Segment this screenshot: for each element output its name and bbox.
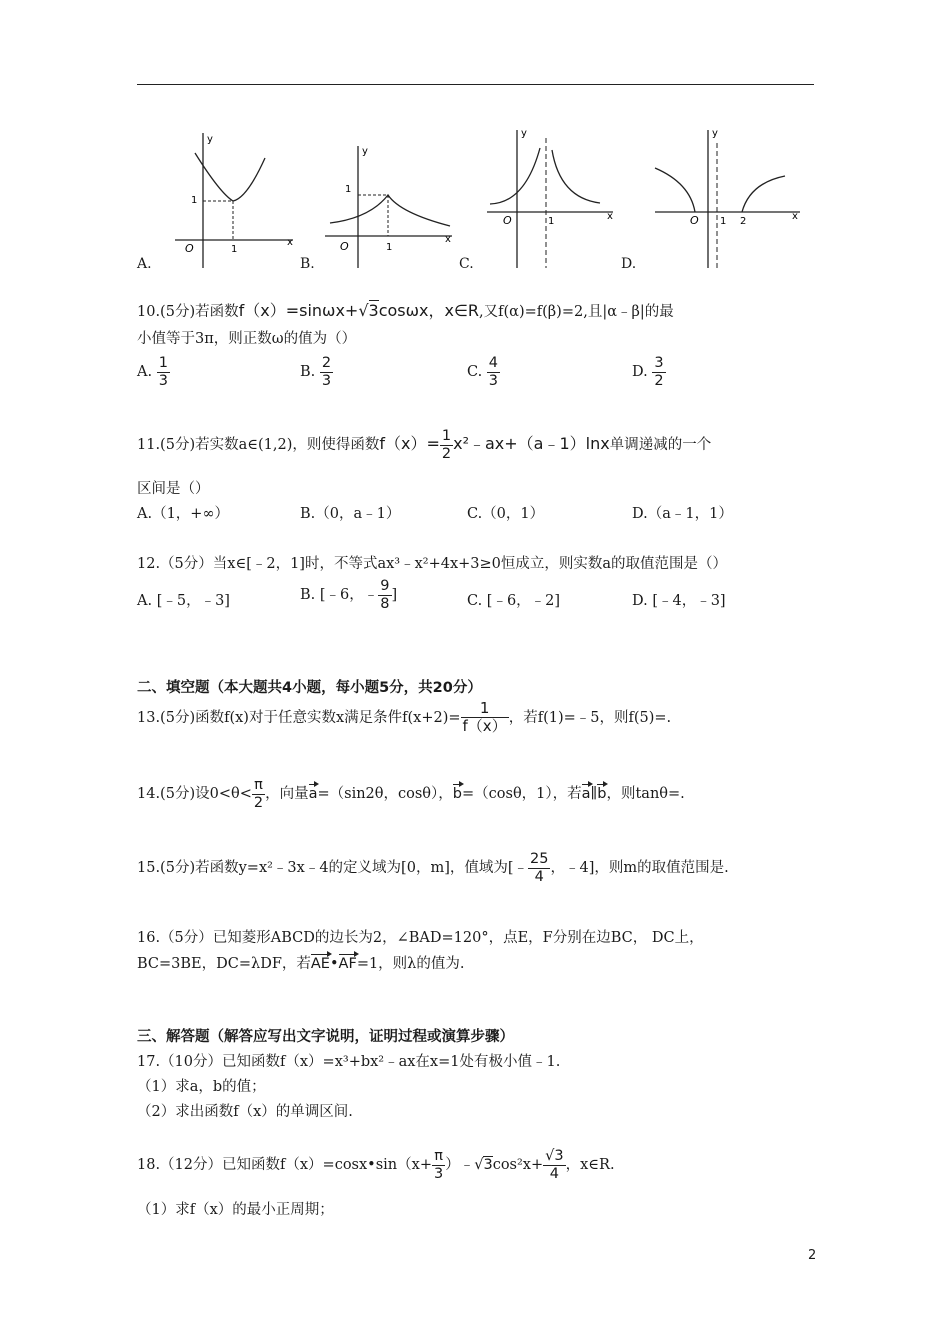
graph-label-b: B. [300,256,315,272]
q18-pre: 18.（12分）已知函数f（x）=cosx•sin（x+ [137,1157,432,1174]
q10-option-b[interactable] [300,355,333,389]
q15-frac [528,851,550,885]
graph-c-origin: O [503,214,512,227]
graph-a-one-x: 1 [231,244,238,255]
q18-line2: （1）求f（x）的最小正周期； [137,1202,334,1218]
q12-option-a[interactable]: A. [﹣5，﹣3] [137,593,230,609]
q12-option-d[interactable]: D. [﹣4，﹣3] [632,593,726,609]
q18-pi-frac [432,1148,445,1182]
graph-d-two-x: 2 [740,216,747,227]
q11-half [440,428,453,462]
q10-option-d[interactable] [632,355,666,389]
q14-vec-b-2: b [597,786,607,803]
graph-d-one-x: 1 [720,216,727,227]
q11-option-c[interactable]: C.（0，1） [467,506,545,522]
q11-prefix: 11.(5分)若实数a∈(1,2)，则使得函数 [137,437,380,454]
q14-pre: 14.(5分)设0<θ< [137,786,252,803]
graph-c-x-label: x [607,211,613,222]
q15-num: 25 [530,851,549,867]
graph-label-c: C. [459,256,474,272]
q12-option-b-pre: B. [﹣6，﹣ [300,587,379,604]
q11-option-b[interactable]: B.（0，a﹣1） [300,506,401,522]
graph-d-x-label: x [792,211,798,222]
q13-pre: 13.(5分)函数f(x)对于任意实数x满足条件f(x+2)= [137,709,461,726]
q10-sqrt: √3 [358,301,379,320]
q14-vec-b: b [452,786,462,803]
q15-pre: 15.(5分)若函数y=x²﹣3x﹣4的定义域为[0，m]，值域为[﹣ [137,860,529,877]
q12-stem: 12.（5分）当x∈[﹣2，1]时，不等式ax³﹣x²+4x+3≥0恒成立，则实数a的取值范围是（） [137,556,728,572]
q18-sqrt-frac [543,1148,565,1182]
q10-option-a-num: 1 [158,355,168,371]
q18-mid2: cos²x+ [492,1157,544,1174]
graph-label-a: A. [137,256,152,272]
page-number: 2 [808,1248,817,1263]
q17-line2: （1）求a，b的值； [137,1079,266,1095]
q15-den: 4 [534,868,544,885]
q10-func: f（x）=sinωx+ [238,301,359,320]
q16-dot: • [329,956,339,972]
graph-a-one-y: 1 [191,195,198,206]
q10-option-b-den: 3 [321,372,332,389]
q11-half-den: 2 [441,445,452,462]
q18-line1 [137,1148,615,1182]
q10-option-b-num: 2 [321,355,332,371]
q17-line1: 17.（10分）已知函数f（x）=x³+bx²﹣ax在x=1处有极小值﹣1. [137,1054,561,1070]
q10-option-a-frac [157,355,170,389]
q18-sqrt3: 3 [483,1157,493,1174]
q10-prefix: 10.(5分)若函数 [137,304,239,320]
q17-line3: （2）求出函数f（x）的单调区间. [137,1104,353,1120]
q16-line1: 16.（5分）已知菱形ABCD的边长为2，∠BAD=120°，点E，F分别在边BC， DC上， [137,930,704,946]
graph-option-d [650,128,810,270]
q14-mid1: ，向量 [265,786,309,803]
q10-option-b-label: B. [300,364,316,381]
q18-post: ，x∈R. [565,1157,615,1174]
q10-option-a-den: 3 [158,372,168,389]
section-3-heading: 三、解答题（解答应写出文字说明，证明过程或演算步骤） [137,1029,514,1045]
q18-mid: ）﹣ [445,1157,475,1174]
q15 [137,851,729,885]
graph-option-b [320,128,455,270]
q10-line2: 小值等于3π，则正数ω的值为（） [137,331,357,347]
q11-rest: 单调递减的一个 [609,437,712,454]
graph-label-d: D. [621,256,637,272]
q14-parallel: ∥ [590,786,598,803]
q11-option-a[interactable]: A.（1，+∞） [137,506,230,522]
q10-sqrt3: 3 [368,301,379,320]
q18-frac-den: 4 [549,1165,559,1182]
q10-option-b-frac [320,355,333,389]
q13-post: ，若f(1)=﹣5，则f(5)=. [508,709,672,726]
q10-option-c[interactable] [467,355,500,389]
q11-line1 [137,428,711,462]
graph-a-x-label: x [287,237,293,248]
q12-option-b-den: 8 [380,595,390,612]
q10-option-d-den: 2 [654,372,664,389]
q10-option-c-frac [487,355,500,389]
graph-d-y-label: y [712,128,718,139]
q11-line2: 区间是（） [137,481,210,497]
q10-option-c-den: 3 [488,372,499,389]
q12-option-b[interactable] [300,578,397,612]
q10-option-c-label: C. [467,364,483,381]
q13 [137,700,671,736]
q10-option-d-frac [652,355,665,389]
q15-post: ，﹣4]，则m的取值范围是. [550,860,729,877]
q16-pre: BC=3BE，DC=λDF，若 [137,956,311,972]
graph-b-one-x: 1 [386,242,393,253]
header-rule [137,84,814,85]
graph-d-origin: O [690,214,699,227]
q18-sqrt: √3 [474,1157,493,1174]
q10-option-c-num: 4 [488,355,499,371]
graph-c-y-label: y [521,128,527,139]
graph-b-origin: O [340,240,349,253]
q11-tail: x²﹣ax+（a﹣1）lnx [453,434,610,454]
q16-line2 [137,952,465,973]
q13-frac [461,700,509,736]
section-2-heading: 二、填空题（本大题共4小题，每小题5分，共20分） [137,680,482,696]
q14-mid3: =（cosθ，1），若 [462,786,582,803]
q16-vec-ae: AE [310,956,330,972]
graph-option-c [485,128,620,270]
q18-frac-num: √3 [545,1148,564,1164]
graph-b-x-label: x [445,234,451,245]
q13-num: 1 [461,700,509,718]
q14-num: π [252,777,265,795]
q11-half-num: 1 [441,428,452,444]
graph-a-origin: O [185,242,194,255]
graph-a-y-label: y [207,134,213,145]
q18-pi-den: 3 [433,1165,444,1182]
q16-post: =1，则λ的值为. [356,956,465,972]
q10-option-d-label: D. [632,364,648,381]
q12-option-b-num: 9 [380,578,390,594]
q10-option-d-num: 3 [654,355,664,371]
q14-vec-a: a [308,786,318,803]
q11-option-d[interactable]: D.（a﹣1，1） [632,506,733,522]
q13-den: f（x） [462,717,507,736]
q10-option-a-label: A. [137,364,153,381]
q12-option-b-frac [378,578,391,612]
q12-option-b-post: ] [391,587,398,604]
q14-den: 2 [253,794,264,811]
q10-line1 [137,298,674,321]
graph-c-one-x: 1 [548,216,555,227]
q16-vec-af: AF [338,956,357,972]
q14-post: ，则tanθ=. [606,786,685,803]
graph-b-y-label: y [362,146,368,157]
q14-mid2: =（sin2θ，cosθ）， [317,786,453,803]
q10-func2: cosωx，x∈R [378,301,480,320]
graph-b-one-y: 1 [345,184,352,195]
q10-option-a[interactable] [137,355,170,389]
q14-frac [252,777,265,811]
q14 [137,777,685,811]
q10-rest1: ,又f(α)=f(β)=2,且|α﹣β|的最 [479,304,674,320]
q11-func: f（x）= [379,434,440,454]
q18-pi-num: π [432,1148,445,1166]
q14-vec-a-2: a [581,786,591,803]
q12-option-c[interactable]: C. [﹣6，﹣2] [467,593,561,609]
graph-option-a [165,128,295,270]
